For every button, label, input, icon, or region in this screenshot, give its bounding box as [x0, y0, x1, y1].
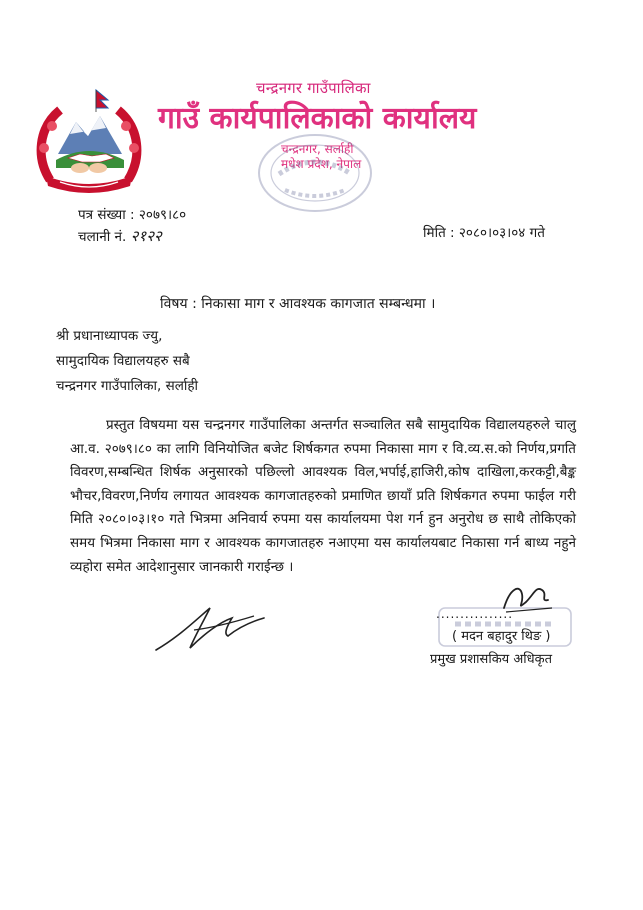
- date-value: २०८०।०३।०४ गते: [458, 225, 545, 241]
- office-title: गाउँ कार्यपालिकाको कार्यालय: [158, 101, 477, 136]
- officer-name: ( मदन बहादुर थिङ ): [452, 629, 551, 644]
- addressee-line-1: श्री प्रधानाध्यापक ज्यु,: [56, 328, 163, 344]
- addressee-line-3: चन्द्रनगर गाउँपालिका, सर्लाही: [56, 378, 199, 394]
- dispatch-number-value: २१२२: [130, 227, 162, 245]
- subject-line: विषय : निकासा माग र आवश्यक कागजात सम्बन्धमा ।: [160, 296, 436, 312]
- signature-dots: ................: [436, 607, 514, 621]
- letter-body: प्रस्तुत विषयमा यस चन्द्रनगर गाउँपालिका अन्तर्गत सञ्चालित सबै सामुदायिक विद्यालयहरुले चालु आ.व. २०७९।८० का लागि विनियोजित बजेट शिर्षकगत रुपमा निकासा माग र वि.व्य.स.को निर्णय,प्रगति विवरण,सम्बन्धित शिर्षक अनुसारको पछिल्लो आवश्यक विल,भर्पाई,हाजिरी,कोष दाखिला,करकट्टी,बैङ्क भौचर,विवरण,निर्णय लगायत आवश्यक कागजातहरुको प्रमाणित छायाँ प्रति शिर्षकगत रुपमा फाईल गरी मिति २०८०।०३।१० गते भित्रमा अनिवार्य रुपमा यस कार्यालयमा पेश गर्न हुन अनुरोध छ साथै तोकिएको समय भित्रमा निकासा माग र आवश्यक कागजातहरु नआएमा यस कार्यालयबाट निकासा गर्न बाध्य नहुने व्यहोरा समेत आदेशानुसार जानकारी गराईन्छ ।: [70, 417, 576, 575]
- address-line-2: मधेश प्रदेश, नेपाल: [281, 157, 362, 171]
- address-line-1: चन्द्रनगर, सर्लाही: [281, 142, 354, 156]
- date-label: मिति :: [423, 225, 455, 241]
- addressee-line-2: सामुदायिक विद्यालयहरु सबै: [56, 353, 190, 369]
- letter-number-label: पत्र संख्या :: [78, 207, 135, 223]
- municipality-name: चन्द्रनगर गाउँपालिका: [256, 79, 371, 97]
- handwritten-signature-icon: [150, 598, 270, 658]
- letter-number: [78, 205, 186, 223]
- dispatch-number-label: चलानी नं.: [78, 229, 127, 245]
- office-stamp-icon: [255, 130, 375, 216]
- letter-number-value: २०७९।८०: [138, 207, 187, 223]
- officer-title: प्रमुख प्रशासकिय अधिकृत: [430, 652, 553, 667]
- letter-date: [423, 223, 545, 241]
- nepal-emblem-icon: [30, 88, 148, 196]
- dispatch-number: [78, 226, 162, 246]
